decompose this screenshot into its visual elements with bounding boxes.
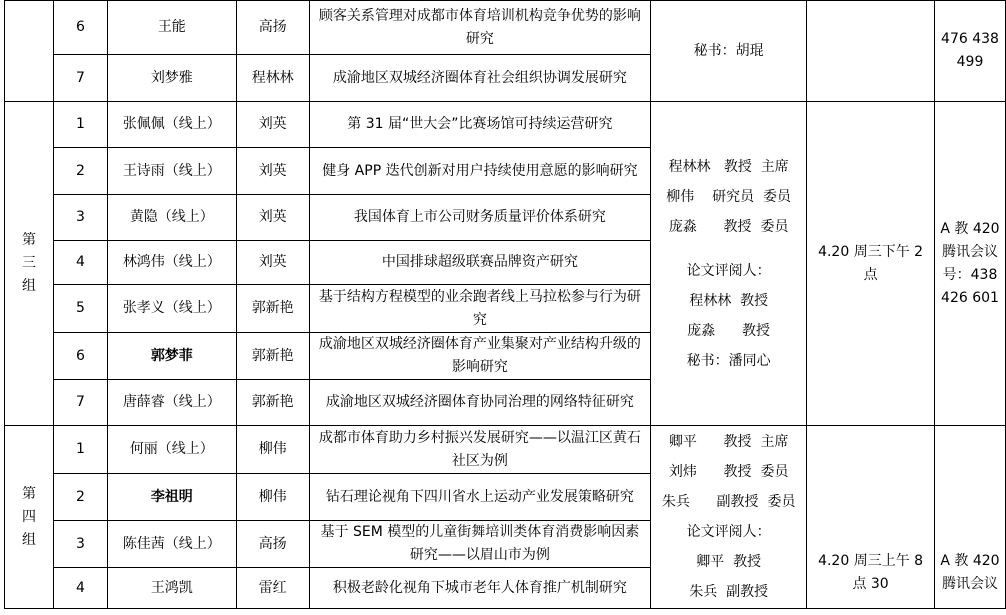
student-cell: 王鸿凯 [107, 568, 236, 609]
seq-cell: 3 [53, 521, 107, 568]
time-cell [807, 1, 935, 102]
thesis-title-cell: 成都市体育助力乡村振兴发展研究——以温江区黄石社区为例 [309, 426, 651, 474]
seq-cell: 4 [53, 241, 107, 285]
committee-cell [651, 426, 807, 609]
reviewers-label: 论文评阅人： [686, 524, 771, 540]
room-cell: A 教 420 腾讯会议 [935, 426, 1006, 609]
thesis-title-cell: 中国排球超级联赛品牌资产研究 [309, 241, 651, 285]
group-label-char: 四 [21, 508, 36, 525]
seq-cell: 4 [53, 568, 107, 609]
thesis-title-cell: 积极老龄化视角下城市老年人体育推广机制研究 [309, 568, 651, 609]
thesis-title-cell: 基于 SEM 模型的儿童街舞培训类体育消费影响因素研究——以眉山市为例 [309, 521, 651, 568]
student-cell: 张佩佩（线上） [107, 102, 236, 148]
reviewer: 朱兵 副教授 [689, 584, 769, 600]
thesis-title-cell: 钻石理论视角下四川省水上运动产业发展策略研究 [309, 474, 651, 521]
group-label-char: 三 [21, 255, 36, 271]
group-label-cell [5, 426, 54, 609]
student-cell: 黄隐（线上） [107, 195, 236, 241]
time-cell: 4.20 周三下午 2 点 [807, 102, 935, 426]
advisor-cell: 郭新艳 [236, 380, 309, 426]
seq-cell: 7 [53, 55, 107, 102]
advisor-cell: 程林林 [236, 55, 309, 102]
seq-cell: 2 [53, 474, 107, 521]
advisor-cell: 高扬 [236, 1, 309, 55]
group-label-char: 组 [21, 531, 36, 548]
advisor-cell: 柳伟 [236, 474, 309, 521]
advisor-cell: 柳伟 [236, 426, 309, 474]
seq-cell: 6 [53, 1, 107, 55]
reviewer: 程林林 教授 [689, 292, 769, 309]
advisor-cell: 雷红 [236, 568, 309, 609]
committee-member: 庞淼 教授 委员 [668, 218, 789, 235]
seq-cell: 1 [53, 426, 107, 474]
committee-cell [651, 1, 807, 102]
group-label-char: 第 [21, 485, 36, 502]
group-label-char: 组 [21, 278, 36, 294]
reviewer: 庞淼 教授 [687, 322, 770, 339]
defense-schedule-table [4, 0, 1006, 609]
advisor-cell: 高扬 [236, 521, 309, 568]
thesis-title-cell: 第 31 届“世大会”比赛场馆可持续运营研究 [309, 102, 651, 148]
student-cell: 李祖明 [107, 474, 236, 521]
student-cell: 郭梦菲 [107, 333, 236, 380]
time-cell: 4.20 周三上午 8 点 30 [807, 426, 935, 609]
room-cell: 476 438 499 [935, 1, 1006, 102]
seq-cell: 2 [53, 148, 107, 195]
seq-cell: 3 [53, 195, 107, 241]
advisor-cell: 郭新艳 [236, 285, 309, 333]
group-label-cell [5, 102, 54, 426]
seq-cell: 7 [53, 380, 107, 426]
student-cell: 何丽（线上） [107, 426, 236, 474]
seq-cell: 5 [53, 285, 107, 333]
group-label-char: 第 [21, 232, 36, 248]
thesis-title-cell: 成渝地区双城经济圈体育协同治理的网络特征研究 [309, 380, 651, 426]
table-row [5, 1, 1006, 55]
student-cell: 陈佳茜（线上） [107, 521, 236, 568]
advisor-cell: 刘英 [236, 241, 309, 285]
student-cell: 王诗雨（线上） [107, 148, 236, 195]
thesis-title-cell: 基于结构方程模型的业余跑者线上马拉松参与行为研究 [309, 285, 651, 333]
advisor-cell: 刘英 [236, 195, 309, 241]
committee-member: 柳伟 研究员 委员 [666, 188, 791, 205]
committee-cell [651, 102, 807, 426]
thesis-title-cell: 成渝地区双城经济圈体育社会组织协调发展研究 [309, 55, 651, 102]
thesis-title-cell: 成渝地区双城经济圈体育产业集聚对产业结构升级的影响研究 [309, 333, 651, 380]
thesis-title-cell: 健身 APP 迭代创新对用户持续使用意愿的影响研究 [309, 148, 651, 195]
room-cell: A 教 420 腾讯会议号：438 426 601 [935, 102, 1006, 426]
secretary-text: 秘书：胡琨 [693, 43, 764, 59]
committee-member: 刘炜 教授 委员 [668, 464, 789, 480]
student-cell: 王能 [107, 1, 236, 55]
student-cell: 张孝义（线上） [107, 285, 236, 333]
student-cell: 刘梦雅 [107, 55, 236, 102]
advisor-cell: 刘英 [236, 102, 309, 148]
seq-cell: 6 [53, 333, 107, 380]
table-row [5, 426, 1006, 474]
committee-member: 程林林 教授 主席 [668, 158, 789, 175]
student-cell: 唐薛睿（线上） [107, 380, 236, 426]
thesis-title-cell: 我国体育上市公司财务质量评价体系研究 [309, 195, 651, 241]
advisor-cell: 郭新艳 [236, 333, 309, 380]
committee-member: 朱兵 副教授 委员 [661, 494, 796, 510]
reviewers-label: 论文评阅人： [686, 262, 771, 279]
committee-member: 卿平 教授 主席 [668, 434, 789, 450]
student-cell: 林鸿伟（线上） [107, 241, 236, 285]
secretary-text: 秘书：潘同心 [686, 352, 771, 369]
table-row [5, 102, 1006, 148]
group-label-cell [5, 1, 54, 102]
reviewer: 卿平 教授 [696, 554, 762, 570]
seq-cell: 1 [53, 102, 107, 148]
thesis-title-cell: 顾客关系管理对成都市体育培训机构竞争优势的影响研究 [309, 1, 651, 55]
advisor-cell: 刘英 [236, 148, 309, 195]
